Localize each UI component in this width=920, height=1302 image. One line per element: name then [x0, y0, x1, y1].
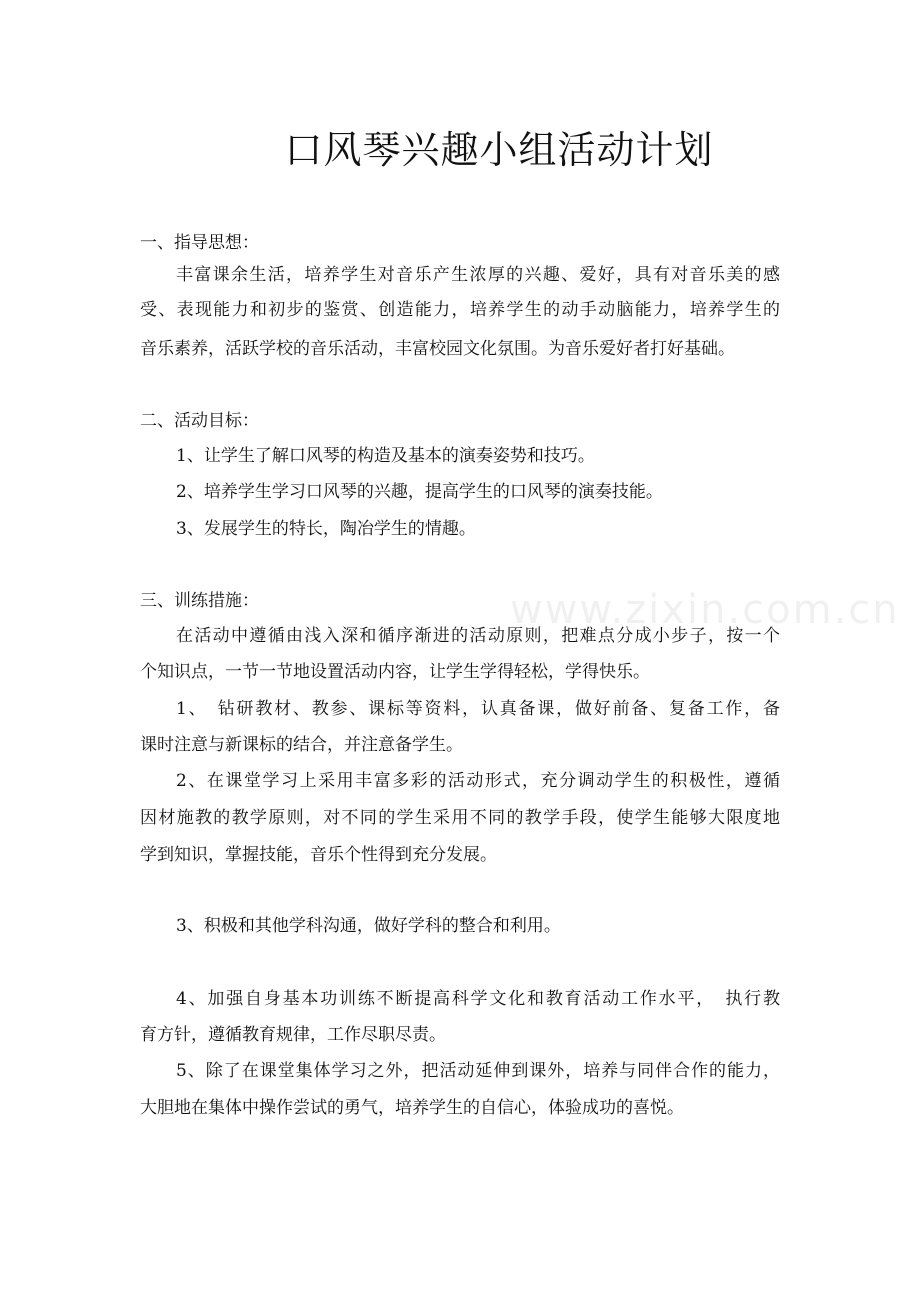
paragraph-line: 3、积极和其他学科沟通，做好学科的整合和利用。: [176, 916, 561, 936]
paragraph-line: 大胆地在集体中操作尝试的勇气，培养学生的自信心，体验成功的喜悦。: [140, 1098, 684, 1118]
paragraph-line: 5、除了在课堂集体学习之外，把活动延伸到课外，培养与同伴合作的能力，: [176, 1061, 780, 1081]
paragraph-line: 在活动中遵循由浅入深和循序渐进的活动原则，把难点分成小步子，按一个: [176, 626, 780, 646]
watermark: www.zixin.com.cn: [510, 587, 900, 633]
list-item: 3、发展学生的特长，陶冶学生的情趣。: [176, 519, 476, 539]
paragraph-line: 学到知识，掌握技能，音乐个性得到充分发展。: [140, 845, 497, 865]
page-title: 口风琴兴趣小组活动计划: [284, 128, 714, 172]
list-item: 1、让学生了解口风琴的构造及基本的演奏姿势和技巧。: [176, 446, 595, 466]
paragraph-line: 个知识点，一节一节地设置活动内容，让学生学得轻松，学得快乐。: [140, 662, 650, 682]
list-item: 2、培养学生学习口风琴的兴趣，提高学生的口风琴的演奏技能。: [176, 482, 663, 502]
paragraph-line: 育方针，遵循教育规律，工作尽职尽责。: [140, 1025, 446, 1045]
paragraph-line: 课时注意与新课标的结合，并注意备学生。: [140, 735, 463, 755]
paragraph-line: 丰富课余生活，培养学生对音乐产生浓厚的兴趣、爱好，具有对音乐美的感: [176, 265, 780, 285]
paragraph-line: 受、表现能力和初步的鉴赏、创造能力，培养学生的动手动脑能力，培养学生的: [140, 300, 780, 320]
paragraph-line: 1、 钻研教材、教参、课标等资料，认真备课，做好前备、复备工作，备: [176, 699, 780, 719]
section-heading-goals: 二、活动目标：: [140, 411, 259, 431]
paragraph-line: 4、加强自身基本功训练不断提高科学文化和教育活动工作水平， 执行教: [176, 989, 780, 1009]
section-heading-guiding-idea: 一、指导思想：: [140, 233, 259, 253]
paragraph-line: 因材施教的教学原则，对不同的学生采用不同的教学手段，使学生能够大限度地: [140, 808, 780, 828]
section-heading-measures: 三、训练措施：: [140, 591, 259, 611]
paragraph-line: 音乐素养，活跃学校的音乐活动，丰富校园文化氛围。为音乐爱好者打好基础。: [140, 339, 735, 359]
paragraph-line: 2、在课堂学习上采用丰富多彩的活动形式，充分调动学生的积极性，遵循: [176, 771, 780, 791]
